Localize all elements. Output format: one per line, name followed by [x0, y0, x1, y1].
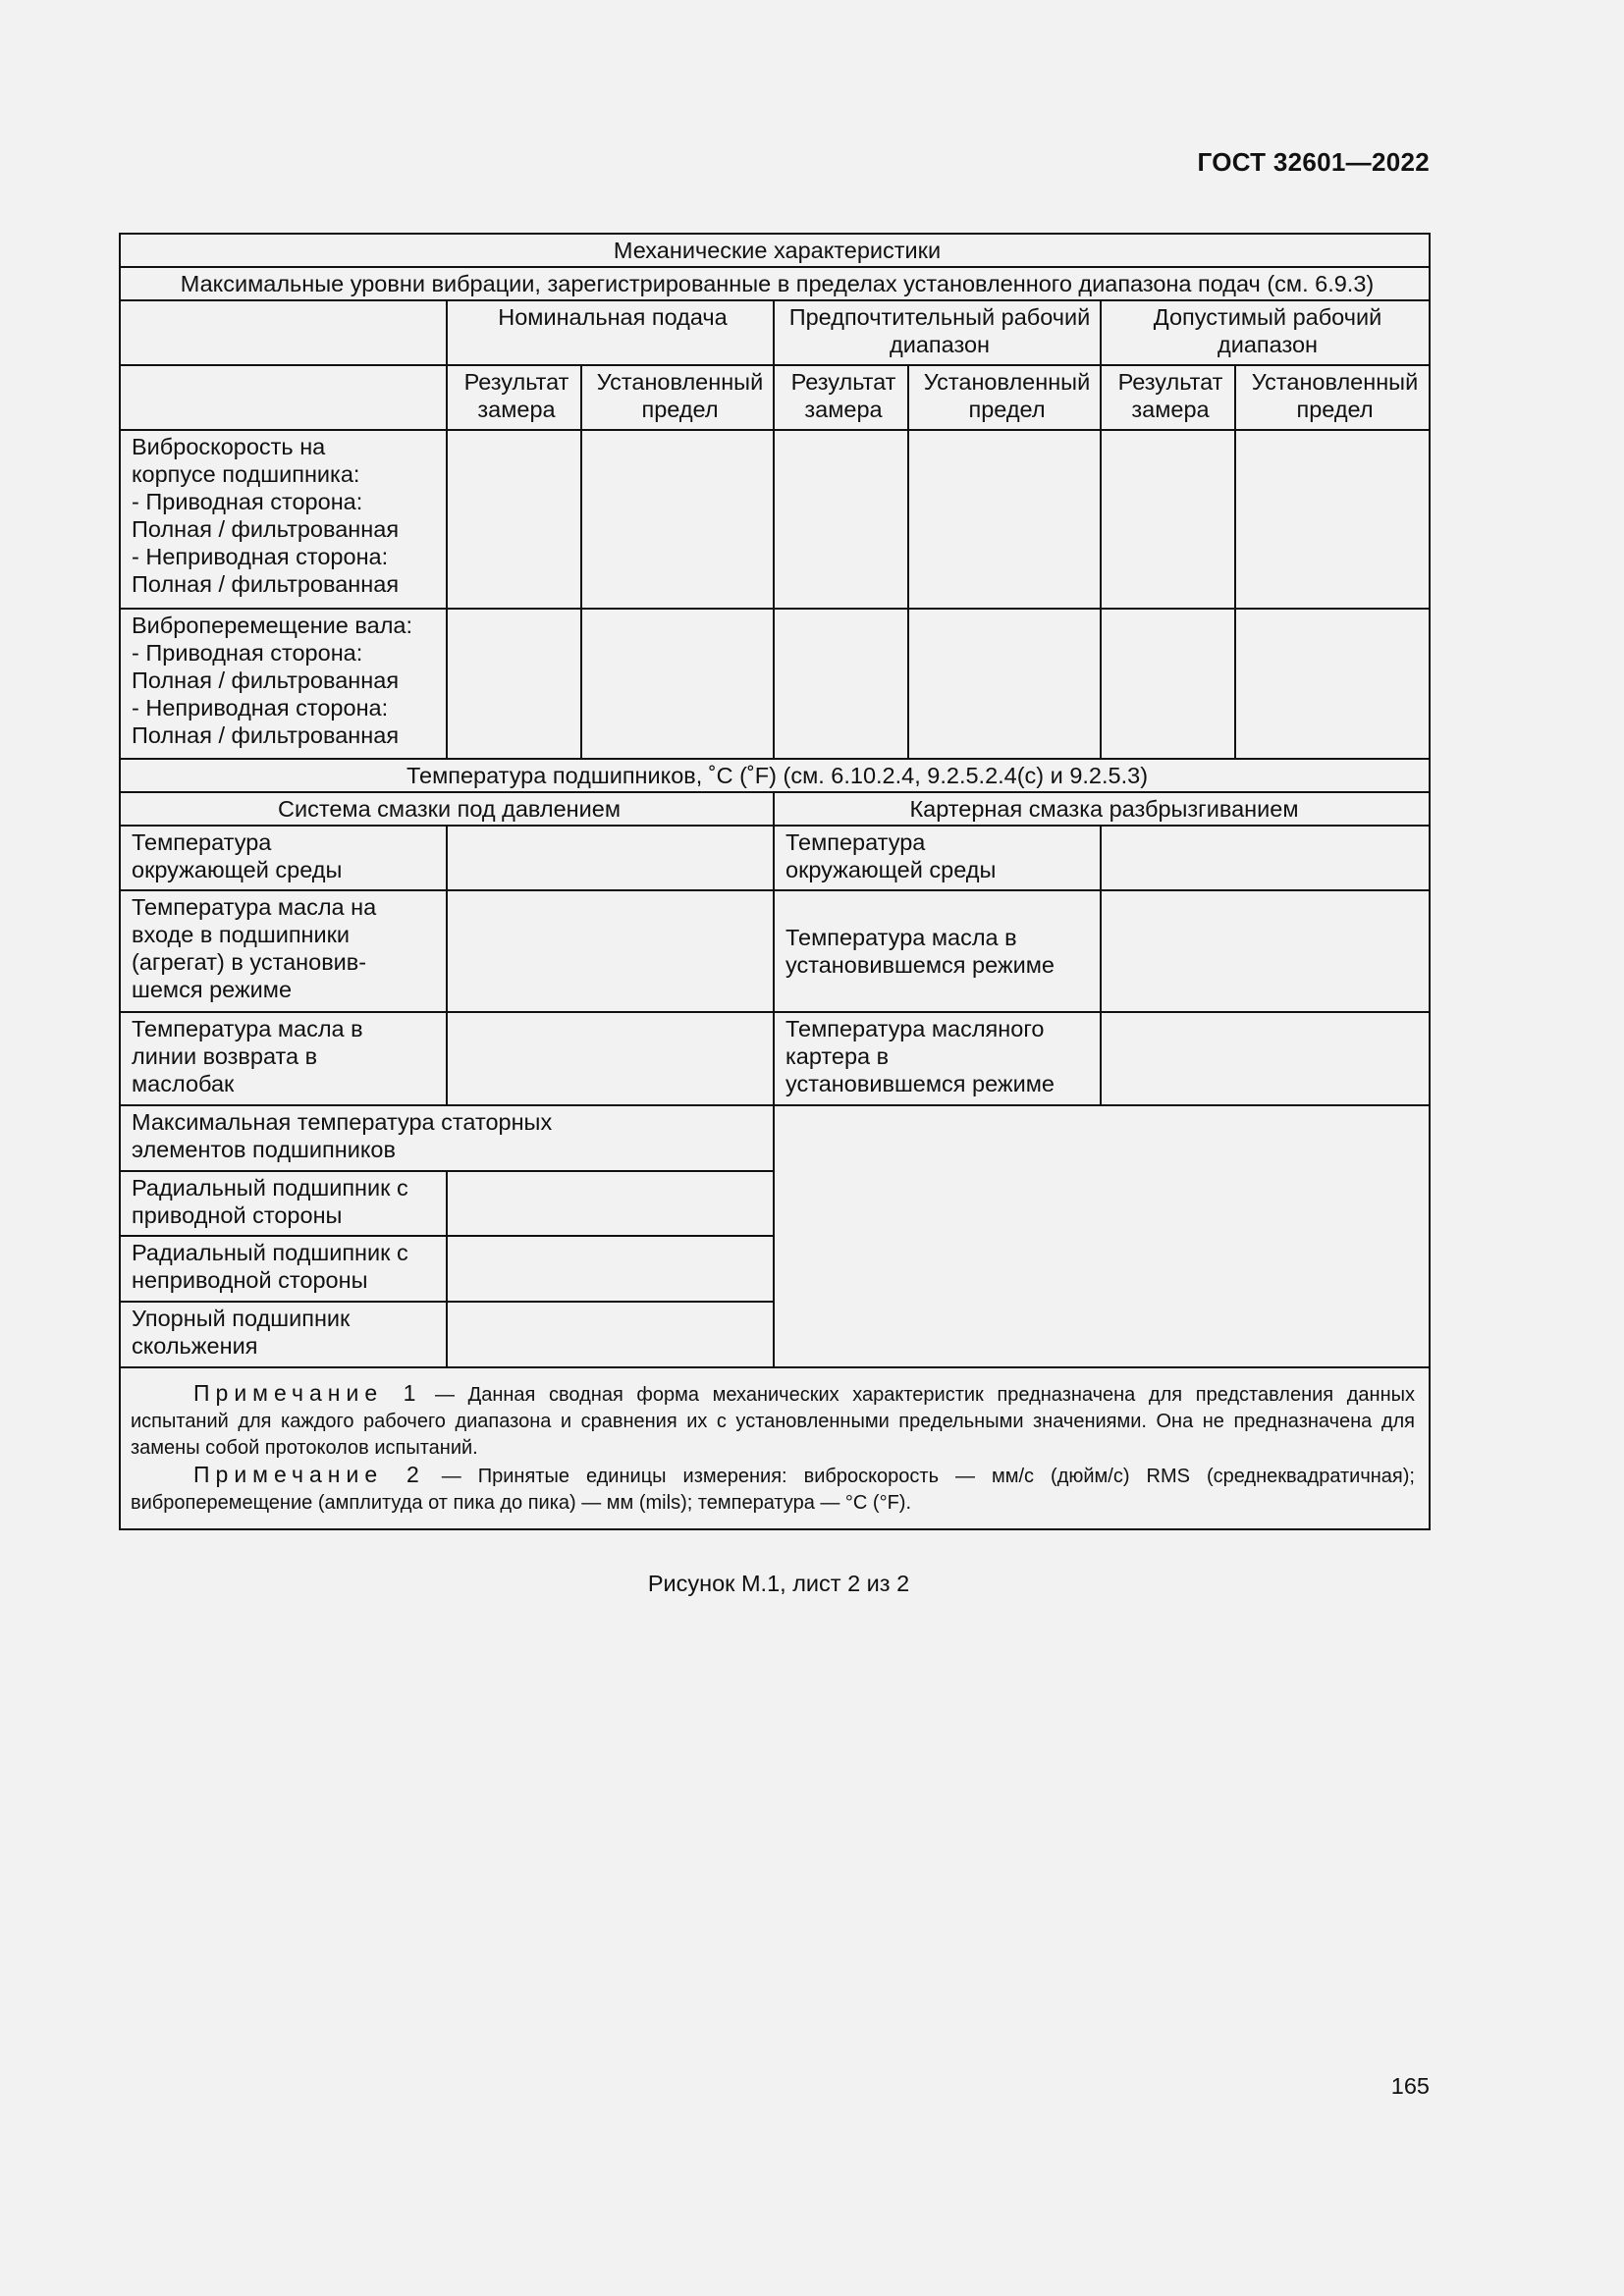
value-cell[interactable]	[1101, 826, 1430, 890]
pressure-system-title: Система смазки под давлением	[120, 792, 774, 826]
max-temp-title-row	[120, 1105, 1430, 1171]
vibration-velocity-row	[120, 430, 1430, 609]
limit-header: Установленный предел	[1235, 365, 1430, 430]
label-line: окружающей среды	[785, 857, 997, 882]
thrust-bearing-label	[120, 1302, 447, 1367]
pressure-oil-return-label	[120, 1012, 447, 1105]
notes-row	[120, 1367, 1430, 1529]
radial-nondrive-label	[120, 1236, 447, 1302]
value-cell[interactable]	[447, 1302, 774, 1367]
sub-header-row	[120, 365, 1430, 430]
label-line: корпусе подшипника:	[132, 461, 360, 487]
label-line: - Приводная сторона:	[132, 640, 363, 666]
value-cell[interactable]	[447, 1171, 774, 1236]
label-line: Температура	[785, 829, 926, 855]
radial-drive-label	[120, 1171, 447, 1236]
blank-merged-cell	[774, 1105, 1430, 1367]
value-cell[interactable]	[447, 826, 774, 890]
label-line: окружающей среды	[132, 857, 343, 882]
value-cell[interactable]	[447, 1012, 774, 1105]
limit-header: Установленный предел	[581, 365, 774, 430]
label-line: Виброперемещение вала:	[132, 613, 413, 638]
note-dash: —	[441, 1466, 461, 1487]
value-cell[interactable]	[447, 609, 581, 759]
bearing-temp-title-row	[120, 759, 1430, 792]
note-label: Примечание 1	[193, 1380, 422, 1406]
label-line: входе в подшипники	[132, 922, 351, 947]
empty-header-cell	[120, 300, 447, 365]
label-line: - Неприводная сторона:	[132, 544, 389, 569]
label-line: (агрегат) в установив-	[132, 949, 367, 975]
result-header: Результат замера	[447, 365, 581, 430]
splash-ambient-label	[774, 826, 1101, 890]
label-line: Виброскорость на	[132, 434, 326, 459]
value-cell[interactable]	[1101, 430, 1235, 609]
label-line: Радиальный подшипник с	[132, 1175, 408, 1201]
label-line: Температура масла в	[785, 925, 1017, 950]
value-cell[interactable]	[1101, 890, 1430, 1012]
result-header: Результат замера	[774, 365, 908, 430]
shaft-displacement-row	[120, 609, 1430, 759]
group-nominal-flow: Номинальная подача	[447, 300, 774, 365]
result-header: Результат замера	[1101, 365, 1235, 430]
document-id: ГОСТ 32601—2022	[1197, 147, 1430, 177]
value-cell[interactable]	[447, 890, 774, 1012]
label-line: Полная / фильтрованная	[132, 722, 400, 748]
splash-system-title: Картерная смазка разбрызгиванием	[774, 792, 1430, 826]
value-cell[interactable]	[447, 1236, 774, 1302]
empty-header-cell	[120, 365, 447, 430]
bearing-temp-title: Температура подшипников, ˚С (˚F) (см. 6.10.2.4, 9.2.5.2.4(с) и 9.2.5.3)	[120, 759, 1430, 792]
value-cell[interactable]	[1101, 609, 1235, 759]
group-header-row	[120, 300, 1430, 365]
pressure-ambient-label	[120, 826, 447, 890]
title-row	[120, 234, 1430, 267]
label-line: маслобак	[132, 1071, 235, 1096]
value-cell[interactable]	[581, 430, 774, 609]
value-cell[interactable]	[774, 609, 908, 759]
mechanical-characteristics-table	[119, 233, 1431, 1530]
label-line: линии возврата в	[132, 1043, 318, 1069]
label-line: Полная / фильтрованная	[132, 571, 400, 597]
value-cell[interactable]	[1235, 609, 1430, 759]
value-cell[interactable]	[1235, 430, 1430, 609]
label-line: Температура масла в	[132, 1016, 363, 1041]
splash-oil-temp-label	[774, 890, 1101, 1012]
label-line: - Неприводная сторона:	[132, 695, 389, 721]
label-line: неприводной стороны	[132, 1267, 368, 1293]
label-line: шемся режиме	[132, 977, 293, 1002]
pressure-oil-inlet-label	[120, 890, 447, 1012]
table-subtitle: Максимальные уровни вибрации, зарегистрированные в пределах установленного диапазона подач (см. 6.9.3)	[120, 267, 1430, 300]
table-title: Механические характеристики	[120, 234, 1430, 267]
max-temp-title	[120, 1105, 774, 1171]
note-1	[131, 1380, 1415, 1462]
oil-return-row	[120, 1012, 1430, 1105]
label-line: Полная / фильтрованная	[132, 516, 400, 542]
label-line: приводной стороны	[132, 1202, 343, 1228]
note-dash: —	[435, 1384, 456, 1406]
label-line: Температура масляного	[785, 1016, 1045, 1041]
label-line: Температура	[132, 829, 272, 855]
label-line: установившемся режиме	[785, 1071, 1055, 1096]
label-line: элементов подшипников	[132, 1137, 396, 1162]
splash-sump-temp-label	[774, 1012, 1101, 1105]
label-line: картера в	[785, 1043, 890, 1069]
value-cell[interactable]	[581, 609, 774, 759]
value-cell[interactable]	[908, 609, 1101, 759]
group-allowable-range: Допустимый рабочий диапазон	[1101, 300, 1430, 365]
label-line: установившемся режиме	[785, 952, 1055, 978]
label-line: Полная / фильтрованная	[132, 667, 400, 693]
vibration-velocity-label	[120, 430, 447, 609]
value-cell[interactable]	[774, 430, 908, 609]
label-line: Упорный подшипник	[132, 1306, 351, 1331]
label-line: Температура масла на	[132, 894, 377, 920]
value-cell[interactable]	[1101, 1012, 1430, 1105]
group-preferred-range: Предпочтительный рабочий диапазон	[774, 300, 1101, 365]
note-text: Данная сводная форма механических характеристик предназначена для представления данных испытаний для каждого рабочего диапазона и сравнения их с установленными предельными значениями. Она не предназначена для замены собой протоколов испытаний.	[131, 1384, 1416, 1459]
note-2	[131, 1462, 1415, 1517]
value-cell[interactable]	[908, 430, 1101, 609]
subtitle-row	[120, 267, 1430, 300]
ambient-temp-row	[120, 826, 1430, 890]
label-line: - Приводная сторона:	[132, 489, 363, 514]
shaft-displacement-label	[120, 609, 447, 759]
value-cell[interactable]	[447, 430, 581, 609]
page-number: 165	[1390, 2073, 1430, 2099]
figure-caption: Рисунок М.1, лист 2 из 2	[647, 1571, 910, 1596]
note-label: Примечание 2	[193, 1462, 425, 1487]
note-text: Принятые единицы измерения: виброскорость — мм/с (дюйм/с) RMS (среднеквадратичная); виброперемещение (амплитуда от пика до пика) — мм (mils); температура — °С (°F).	[131, 1466, 1415, 1514]
oil-temp-row	[120, 890, 1430, 1012]
label-line: Максимальная температура статорных	[132, 1109, 553, 1135]
lubrication-systems-row	[120, 792, 1430, 826]
label-line: скольжения	[132, 1333, 258, 1359]
notes-cell	[120, 1367, 1430, 1529]
label-line: Радиальный подшипник с	[132, 1240, 408, 1265]
limit-header: Установленный предел	[908, 365, 1101, 430]
